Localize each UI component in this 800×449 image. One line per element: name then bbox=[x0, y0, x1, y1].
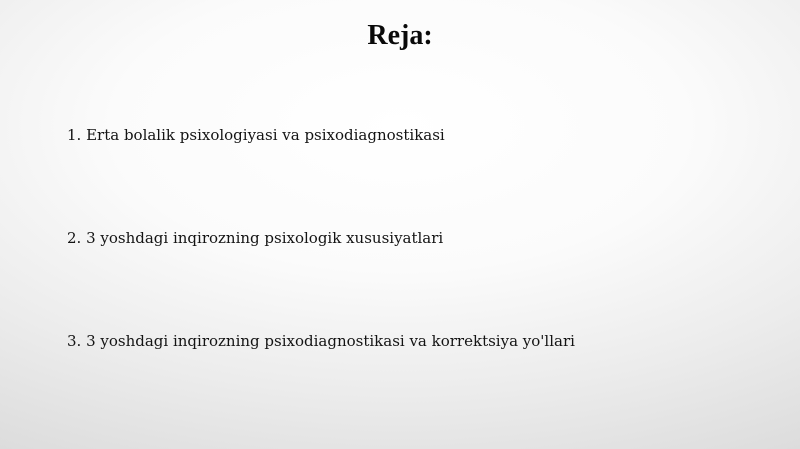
plan-item-3: 3. 3 yoshdagi inqirozning psixodiagnostikasi va korrektsiya yo'llari bbox=[67, 332, 575, 350]
slide-title: Reja: bbox=[367, 20, 433, 51]
plan-item-2: 2. 3 yoshdagi inqirozning psixologik xususiyatlari bbox=[67, 229, 444, 247]
plan-item-1: 1. Erta bolalik psixologiyasi va psixodiagnostikasi bbox=[67, 126, 445, 144]
